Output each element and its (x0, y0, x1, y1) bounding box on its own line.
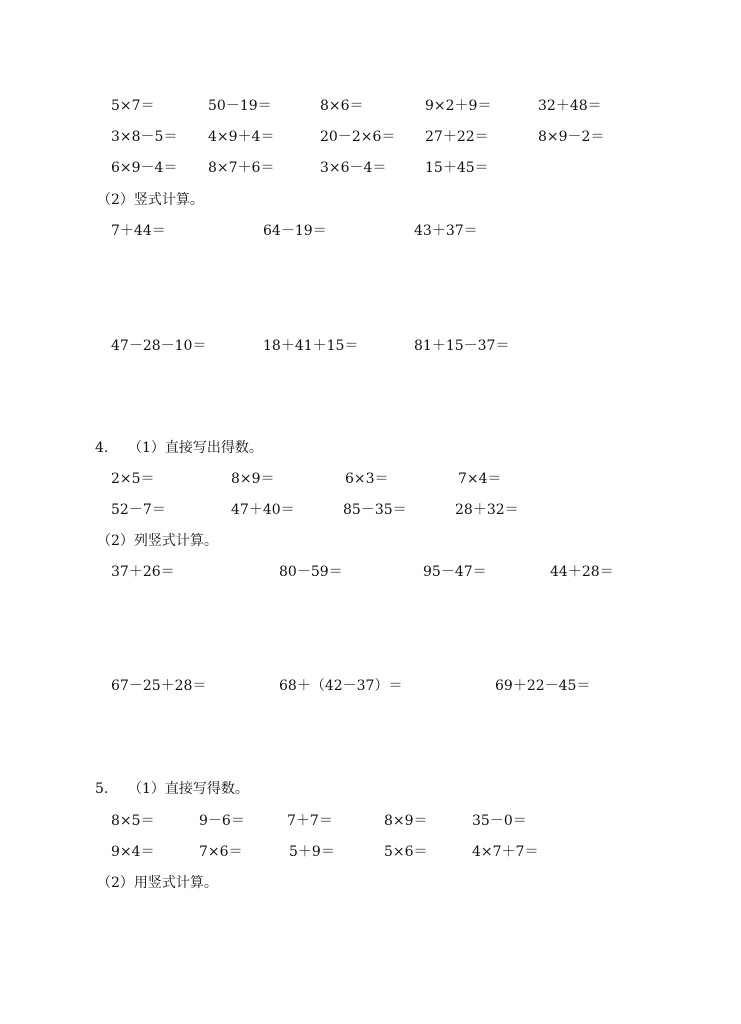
problem: 8×7＋6＝ (208, 160, 275, 176)
problem: 32＋48＝ (538, 98, 602, 114)
problem: 7＋44＝ (111, 223, 166, 239)
problem: 20－2×6＝ (320, 129, 396, 145)
problem: 43＋37＝ (414, 223, 478, 239)
problem: 18＋41＋15＝ (263, 338, 359, 354)
problem: 44＋28＝ (550, 564, 614, 580)
problem: 69＋22－45＝ (495, 678, 591, 694)
problem: 2×5＝ (111, 471, 155, 487)
section5-part1-label: （1）直接写得数。 (128, 781, 249, 797)
section4-part1-label: （1）直接写出得数。 (128, 440, 263, 456)
problem: 9×4＝ (111, 844, 155, 860)
problem: 7×4＝ (458, 471, 502, 487)
problem: 6×9－4＝ (111, 160, 178, 176)
problem: 80－59＝ (279, 564, 343, 580)
problem: 47＋40＝ (231, 502, 295, 518)
problem: 64－19＝ (263, 223, 327, 239)
problem: 85－35＝ (343, 502, 407, 518)
section4-number: 4. (95, 440, 109, 456)
problem: 7＋7＝ (287, 813, 333, 829)
problem: 81＋15－37＝ (414, 338, 510, 354)
problem: 95－47＝ (423, 564, 487, 580)
problem: 15＋45＝ (425, 160, 489, 176)
problem: 6×3＝ (345, 471, 389, 487)
problem: 5＋9＝ (289, 844, 335, 860)
problem: 5×6＝ (384, 844, 428, 860)
problem: 5×7＝ (111, 98, 155, 114)
problem: 50－19＝ (208, 98, 272, 114)
problem: 8×5＝ (111, 813, 155, 829)
problem: 37＋26＝ (111, 564, 175, 580)
problem: 8×6＝ (320, 98, 364, 114)
problem: 67－25＋28＝ (111, 678, 207, 694)
problem: 8×9－2＝ (538, 129, 605, 145)
problem: 4×9＋4＝ (208, 129, 275, 145)
problem: 4×7＋7＝ (472, 844, 539, 860)
problem: 35－0＝ (472, 813, 527, 829)
section5-part2-label: （2）用竖式计算。 (97, 875, 218, 891)
problem: 9－6＝ (199, 813, 245, 829)
problem: 52－7＝ (111, 502, 166, 518)
problem: 3×8－5＝ (111, 129, 178, 145)
problem: 7×6＝ (199, 844, 243, 860)
problem: 68＋（42－37）＝ (279, 678, 403, 694)
section5-number: 5. (95, 781, 109, 797)
problem: 47－28－10＝ (111, 338, 207, 354)
problem: 28＋32＝ (455, 502, 519, 518)
problem: 8×9＝ (384, 813, 428, 829)
problem: 8×9＝ (231, 471, 275, 487)
problem: 3×6－4＝ (320, 160, 387, 176)
problem: 9×2＋9＝ (425, 98, 492, 114)
section4-part2-label: （2）列竖式计算。 (97, 533, 218, 549)
section3-part2-label: （2）竖式计算。 (97, 192, 204, 208)
problem: 27＋22＝ (425, 129, 489, 145)
